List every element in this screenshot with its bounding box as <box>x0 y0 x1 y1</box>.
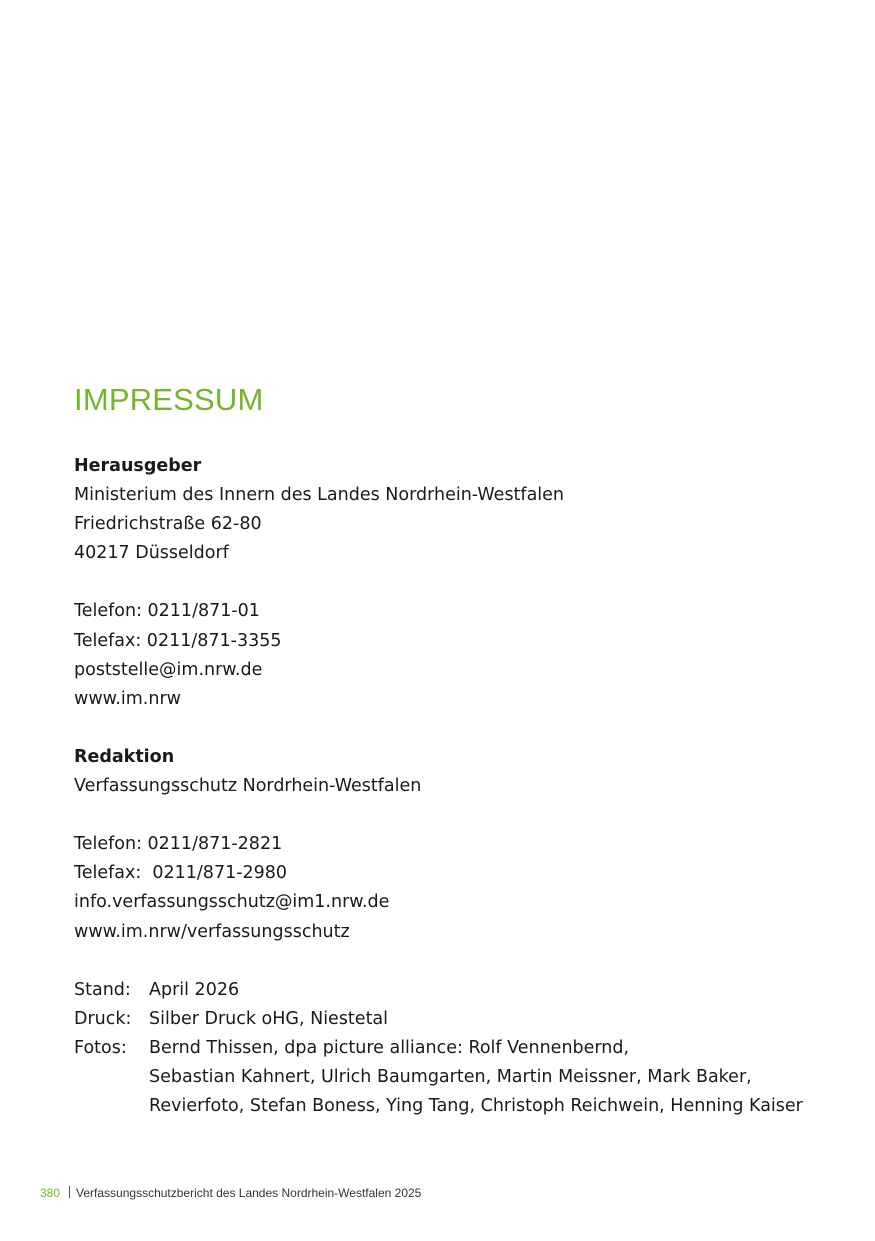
fotos-credits <box>149 1034 803 1121</box>
redaktion-phone: Telefon: 0211/871-2821 <box>74 834 283 855</box>
stand-row <box>74 976 834 1005</box>
spacer <box>74 714 834 743</box>
fotos-credit-line: Revierfoto, Stefan Boness, Ying Tang, Christoph Reichwein, Henning Kaiser <box>149 1096 803 1117</box>
redaktion-organization: Verfassungsschutz Nordrhein-Westfalen <box>74 776 422 797</box>
herausgeber-city: 40217 Düsseldorf <box>74 543 229 564</box>
redaktion-fax: Telefax: 0211/871-2980 <box>74 863 288 884</box>
meta-section <box>74 976 834 1121</box>
redaktion-website: www.im.nrw/verfassungsschutz <box>74 921 350 942</box>
fotos-label: Fotos: <box>74 1037 127 1058</box>
page-number: 380 <box>40 1186 61 1200</box>
stand-label: Stand: <box>74 979 131 1000</box>
spacer <box>74 801 834 830</box>
footer-divider <box>69 1186 70 1198</box>
herausgeber-fax: Telefax: 0211/871-3355 <box>74 630 282 651</box>
druck-row <box>74 1005 834 1034</box>
druck-label: Druck: <box>74 1008 132 1029</box>
spacer <box>74 947 834 976</box>
herausgeber-organization: Ministerium des Innern des Landes Nordrhein-Westfalen <box>74 485 565 506</box>
redaktion-email: info.verfassungsschutz@im1.nrw.de <box>74 892 390 913</box>
fotos-credit-line: Bernd Thissen, dpa picture alliance: Rolf Vennenbernd, <box>149 1037 630 1058</box>
stand-value: April 2026 <box>149 979 240 1000</box>
fotos-row <box>74 1034 834 1121</box>
page-footer <box>40 1185 421 1201</box>
impressum-page <box>74 381 834 1121</box>
herausgeber-heading: Herausgeber <box>74 456 202 476</box>
herausgeber-phone: Telefon: 0211/871-01 <box>74 601 260 622</box>
footer-report-title: Verfassungsschutzbericht des Landes Nordrhein-Westfalen 2025 <box>76 1186 422 1200</box>
druck-value: Silber Druck oHG, Niestetal <box>149 1008 389 1029</box>
page-title: IMPRESSUM <box>74 382 264 417</box>
redaktion-section <box>74 743 834 976</box>
herausgeber-email: poststelle@im.nrw.de <box>74 659 263 680</box>
spacer <box>74 568 834 597</box>
herausgeber-street: Friedrichstraße 62-80 <box>74 514 262 535</box>
fotos-credit-line: Sebastian Kahnert, Ulrich Baumgarten, Martin Meissner, Mark Baker, <box>149 1066 752 1087</box>
redaktion-heading: Redaktion <box>74 746 175 767</box>
herausgeber-website: www.im.nrw <box>74 688 181 709</box>
herausgeber-section <box>74 452 834 743</box>
